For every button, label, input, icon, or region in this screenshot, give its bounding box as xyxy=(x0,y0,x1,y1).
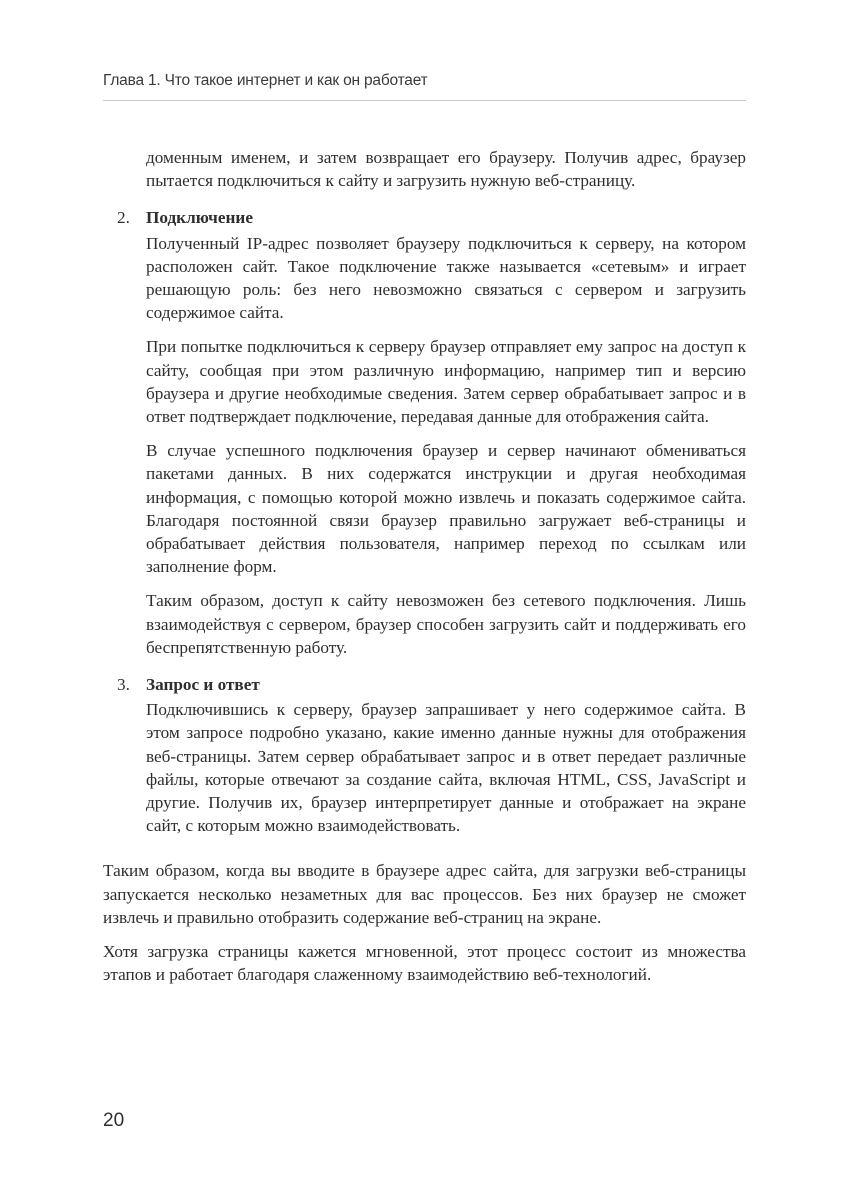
paragraph: Подключившись к серверу, браузер запрашивает у него содержимое сайта. В этом запросе подробно указано, какие именно данные нужны для отображения веб-страницы. Затем сервер обрабатывает запрос и в ответ передает различные файлы, которые отвечают за создание сайта, включая HTML, CSS, JavaScript и другие. Получив их, браузер интерпретирует данные и отображает на экране сайт, с которым можно взаимодействовать. xyxy=(146,700,746,836)
page-body xyxy=(103,146,746,998)
list-item-connection xyxy=(103,206,746,659)
list-item-title: Запрос и ответ xyxy=(146,675,260,695)
continuation-paragraph: доменным именем, и затем возвращает его браузеру. Получив адрес, браузер пытается подключиться к сайту и загрузить нужную веб-страницу. xyxy=(146,148,746,191)
conclusion-paragraph: Таким образом, когда вы вводите в браузере адрес сайта, для загрузки веб-страницы запускается несколько незаметных для вас процессов. Без них браузер не сможет извлечь и правильно отобразить содержание веб-страниц на экране. xyxy=(103,861,746,927)
paragraph: В случае успешного подключения браузер и сервер начинают обмениваться пакетами данных. В них содержатся инструкции и другая необходимая информация, с помощью которой можно извлечь и показать содержимое сайта. Благодаря постоянной связи браузер правильно загружает веб-страницы и обрабатывает действия пользователя, например переход по ссылкам или заполнение форм. xyxy=(146,441,746,577)
conclusion-paragraph: Хотя загрузка страницы кажется мгновенной, этот процесс состоит из множества этапов и работает благодаря слаженному взаимодействию веб-технологий. xyxy=(103,942,746,985)
list-item-request-response xyxy=(103,673,746,837)
paragraph: Полученный IP-адрес позволяет браузеру подключиться к серверу, на котором расположен сайт. Такое подключение также называется «сетевым» и играет решающую роль: без него невозможно связаться с сервером и загрузить содержимое сайта. xyxy=(146,233,746,323)
paragraph: При попытке подключиться к серверу браузер отправляет ему запрос на доступ к сайту, сообщая при этом различную информацию, например тип и версию браузера и другие необходимые сведения. Затем сервер обрабатывает запрос и в ответ подтверждает подключение, передавая данные для отображения сайта. xyxy=(146,337,746,427)
paragraph: Таким образом, доступ к сайту невозможен без сетевого подключения. Лишь взаимодействуя с сервером, браузер способен загрузить сайт и поддерживать его беспрепятственную работу. xyxy=(146,591,746,657)
running-head-title: Глава 1. Что такое интернет и как он работает xyxy=(103,72,428,89)
list-item-title: Подключение xyxy=(146,208,253,228)
list-number: 2. xyxy=(117,208,130,228)
page-number: 20 xyxy=(103,1110,125,1131)
header-divider xyxy=(103,100,746,101)
list-number: 3. xyxy=(117,675,130,695)
